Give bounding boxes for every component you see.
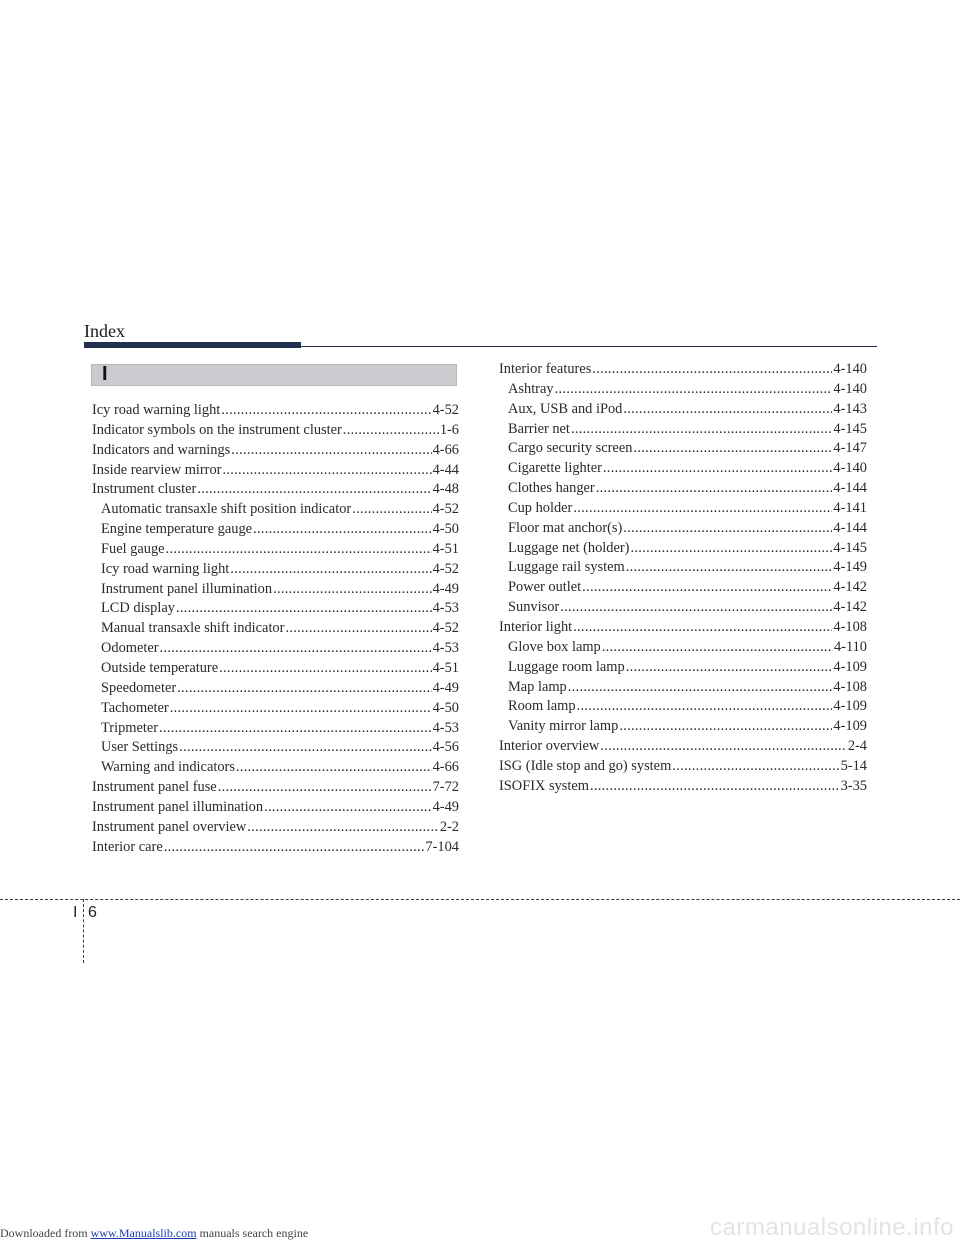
index-entry bbox=[92, 758, 459, 778]
index-entry-name: Cup holder bbox=[508, 499, 573, 516]
index-entry-name: Luggage rail system bbox=[508, 559, 625, 576]
index-entry-name: Interior features bbox=[499, 361, 592, 377]
index-entry bbox=[92, 738, 459, 758]
footer-page-number: 6 bbox=[88, 904, 97, 921]
download-banner bbox=[0, 1226, 308, 1241]
index-entry-page: 5-14 bbox=[840, 757, 867, 774]
index-entry-name: User Settings bbox=[101, 739, 179, 756]
index-entry-name: ISG (Idle stop and go) system bbox=[499, 757, 672, 774]
index-entry bbox=[92, 580, 459, 600]
footer-section-letter: I bbox=[73, 904, 78, 921]
index-entry bbox=[92, 480, 459, 500]
index-entry-page: 4-53 bbox=[432, 640, 459, 657]
index-entry bbox=[499, 459, 867, 479]
index-entry-page: 4-53 bbox=[432, 600, 459, 617]
index-entry-name: Indicator symbols on the instrument cluster bbox=[92, 421, 342, 438]
index-entry-page: 4-52 bbox=[432, 402, 459, 418]
index-entry-name: Sunvisor bbox=[508, 599, 560, 616]
index-entry-page: 4-44 bbox=[432, 461, 459, 478]
download-banner-suffix: manuals search engine bbox=[196, 1226, 309, 1240]
index-entry-leader bbox=[164, 838, 425, 858]
index-entry-page: 1-6 bbox=[439, 421, 459, 438]
index-entry-leader bbox=[630, 539, 832, 559]
section-letter: I bbox=[102, 363, 108, 385]
index-entry-name: Icy road warning light bbox=[101, 560, 230, 577]
footer-dashed-rule bbox=[0, 899, 960, 900]
index-entry-leader bbox=[623, 519, 832, 539]
index-entry bbox=[92, 659, 459, 679]
index-entry-name: Inside rearview mirror bbox=[92, 461, 222, 478]
index-entry-leader bbox=[166, 540, 432, 560]
index-entry-leader bbox=[221, 401, 431, 421]
index-entry-name: Instrument panel illumination bbox=[92, 798, 264, 815]
index-entry-name: Automatic transaxle shift position indicator bbox=[101, 501, 352, 518]
index-entry-page: 4-66 bbox=[432, 759, 459, 776]
index-entry-name: Indicators and warnings bbox=[92, 441, 231, 458]
index-entry-name: Barrier net bbox=[508, 420, 570, 437]
index-entry-name: Power outlet bbox=[508, 579, 582, 596]
index-entry-name: Warning and indicators bbox=[101, 759, 235, 776]
index-entry-leader bbox=[672, 757, 839, 777]
index-entry-page: 4-52 bbox=[432, 501, 459, 518]
download-banner-prefix: Downloaded from bbox=[0, 1226, 91, 1240]
index-entry bbox=[499, 658, 867, 678]
index-entry-page: 4-145 bbox=[833, 539, 867, 556]
index-entry-page: 4-140 bbox=[833, 361, 867, 377]
index-entry bbox=[499, 400, 867, 420]
index-entry bbox=[499, 737, 867, 757]
index-column-right bbox=[499, 360, 867, 797]
manualslib-link[interactable]: www.Manualslib.com bbox=[90, 1226, 197, 1240]
index-entry bbox=[92, 520, 459, 540]
index-entry-page: 4-56 bbox=[432, 739, 459, 756]
index-entry bbox=[499, 420, 867, 440]
index-entry bbox=[92, 560, 459, 580]
index-entry-leader bbox=[577, 697, 833, 717]
index-entry-page: 7-104 bbox=[425, 838, 459, 855]
index-entry-name: Speedometer bbox=[101, 679, 177, 696]
index-entry-leader bbox=[218, 778, 432, 798]
index-entry bbox=[92, 540, 459, 560]
index-entry-leader bbox=[560, 598, 832, 618]
index-entry bbox=[92, 619, 459, 639]
index-entry-name: Vanity mirror lamp bbox=[508, 718, 619, 735]
index-entry-leader bbox=[582, 578, 832, 598]
index-entry-name: Instrument panel fuse bbox=[92, 779, 217, 796]
index-entry-name: Tripmeter bbox=[101, 719, 159, 736]
index-entry-leader bbox=[602, 638, 833, 658]
index-entry-page: 4-145 bbox=[833, 420, 867, 437]
index-entry bbox=[499, 360, 867, 380]
index-entry-page: 4-143 bbox=[833, 400, 867, 417]
index-entry-leader bbox=[592, 360, 832, 380]
index-entry-name: Instrument cluster bbox=[92, 481, 197, 498]
index-entry-name: Glove box lamp bbox=[508, 638, 601, 655]
index-entry-leader bbox=[160, 639, 432, 659]
index-entry-leader bbox=[179, 738, 431, 758]
index-entry-name: Manual transaxle shift indicator bbox=[101, 620, 285, 637]
index-entry-name: ISOFIX system bbox=[499, 777, 589, 794]
index-entry-name: Cargo security screen bbox=[508, 440, 633, 457]
index-entry bbox=[499, 777, 867, 797]
index-entry-leader bbox=[343, 421, 439, 441]
index-entry-page: 4-49 bbox=[432, 679, 459, 696]
index-entry-name: Instrument panel illumination bbox=[101, 580, 273, 597]
index-entry-leader bbox=[626, 658, 833, 678]
index-entry-name: Luggage net (holder) bbox=[508, 539, 630, 556]
index-entry-page: 4-52 bbox=[432, 560, 459, 577]
index-entry bbox=[499, 479, 867, 499]
index-entry-page: 4-50 bbox=[432, 699, 459, 716]
index-entry-leader bbox=[230, 560, 431, 580]
index-entry-page: 4-109 bbox=[833, 658, 867, 675]
index-entry-name: Outside temperature bbox=[101, 659, 219, 676]
index-entry-name: Room lamp bbox=[508, 698, 576, 715]
index-entry-name: Fuel gauge bbox=[101, 540, 165, 557]
index-entry-leader bbox=[159, 719, 432, 739]
index-entry-page: 4-109 bbox=[833, 698, 867, 715]
index-entry bbox=[92, 639, 459, 659]
index-entry-page: 4-51 bbox=[432, 659, 459, 676]
index-entry-name: Clothes hanger bbox=[508, 480, 595, 497]
index-entry-leader bbox=[596, 479, 833, 499]
index-entry-leader bbox=[590, 777, 840, 797]
index-entry-page: 4-110 bbox=[833, 638, 867, 655]
index-entry-name: Interior light bbox=[499, 618, 573, 635]
index-entry-name: Ashtray bbox=[508, 380, 554, 397]
index-entry-page: 2-4 bbox=[847, 738, 867, 755]
index-entry-leader bbox=[222, 461, 431, 481]
index-entry-name: Interior care bbox=[92, 838, 163, 855]
index-entry bbox=[92, 679, 459, 699]
index-entry bbox=[92, 500, 459, 520]
index-entry-leader bbox=[231, 441, 431, 461]
index-entry bbox=[499, 499, 867, 519]
index-entry-page: 4-52 bbox=[432, 620, 459, 637]
index-entry bbox=[92, 441, 459, 461]
index-entry-leader bbox=[555, 380, 833, 400]
index-entry-page: 4-142 bbox=[833, 579, 867, 596]
index-entry-name: LCD display bbox=[101, 600, 175, 617]
index-entry-page: 3-35 bbox=[840, 777, 867, 794]
index-entry-page: 4-108 bbox=[833, 678, 867, 695]
index-entry bbox=[499, 678, 867, 698]
index-entry-leader bbox=[573, 618, 832, 638]
index-entry-name: Odometer bbox=[101, 640, 159, 657]
index-entry-leader bbox=[626, 558, 833, 578]
index-entry-page: 4-140 bbox=[833, 460, 867, 477]
index-entry-page: 4-147 bbox=[833, 440, 867, 457]
index-entry-leader bbox=[603, 459, 833, 479]
index-entry bbox=[92, 818, 459, 838]
index-entry-page: 4-51 bbox=[432, 540, 459, 557]
index-entry-leader bbox=[573, 499, 832, 519]
watermark: carmanualsonline.info bbox=[710, 1214, 954, 1241]
index-entry-leader bbox=[352, 500, 431, 520]
index-entry-page: 4-140 bbox=[833, 380, 867, 397]
footer-vertical-dashed-rule bbox=[83, 899, 84, 963]
index-entry-page: 4-141 bbox=[833, 499, 867, 516]
index-entry-name: Interior overview bbox=[499, 738, 600, 755]
index-entry-page: 4-142 bbox=[833, 599, 867, 616]
index-entry-leader bbox=[285, 619, 431, 639]
index-entry-page: 4-66 bbox=[432, 441, 459, 458]
index-entry bbox=[92, 699, 459, 719]
index-entry-page: 4-49 bbox=[432, 580, 459, 597]
index-entry-page: 4-49 bbox=[432, 798, 459, 815]
index-entry-name: Icy road warning light bbox=[92, 402, 221, 418]
index-entry bbox=[499, 578, 867, 598]
index-entry-name: Aux, USB and iPod bbox=[508, 400, 623, 417]
index-entry bbox=[92, 421, 459, 441]
index-entry bbox=[499, 519, 867, 539]
index-entry-leader bbox=[177, 679, 431, 699]
index-entry bbox=[499, 558, 867, 578]
index-entry bbox=[92, 798, 459, 818]
index-entry-name: Cigarette lighter bbox=[508, 460, 602, 477]
index-entry bbox=[92, 838, 459, 858]
index-entry-page: 4-144 bbox=[833, 519, 867, 536]
index-entry-name: Tachometer bbox=[101, 699, 169, 716]
index-entry bbox=[499, 598, 867, 618]
page-title: Index bbox=[84, 321, 125, 341]
index-entry-page: 2-2 bbox=[439, 818, 459, 835]
index-entry-page: 4-144 bbox=[833, 480, 867, 497]
index-entry bbox=[499, 618, 867, 638]
index-entry bbox=[92, 599, 459, 619]
index-entry bbox=[92, 778, 459, 798]
index-entry-leader bbox=[170, 699, 432, 719]
index-entry-leader bbox=[253, 520, 432, 540]
index-entry-leader bbox=[273, 580, 432, 600]
index-entry bbox=[499, 539, 867, 559]
index-entry-name: Instrument panel overview bbox=[92, 818, 247, 835]
index-entry-leader bbox=[623, 400, 832, 420]
index-entry bbox=[92, 401, 459, 421]
index-entry bbox=[499, 638, 867, 658]
index-entry-name: Floor mat anchor(s) bbox=[508, 519, 623, 536]
index-entry-page: 4-50 bbox=[432, 521, 459, 538]
index-entry-page: 4-53 bbox=[432, 719, 459, 736]
index-entry-leader bbox=[176, 599, 432, 619]
index-entry-leader bbox=[264, 798, 432, 818]
index-entry bbox=[499, 717, 867, 737]
index-entry-leader bbox=[633, 439, 832, 459]
index-entry bbox=[499, 439, 867, 459]
index-entry-leader bbox=[247, 818, 439, 838]
index-entry bbox=[92, 719, 459, 739]
index-entry bbox=[499, 380, 867, 400]
index-entry bbox=[499, 757, 867, 777]
index-entry bbox=[92, 461, 459, 481]
title-rule-thick bbox=[84, 342, 301, 348]
index-entry-page: 4-48 bbox=[432, 481, 459, 498]
index-entry-page: 4-149 bbox=[833, 559, 867, 576]
section-letter-box bbox=[91, 364, 457, 386]
index-entry-leader bbox=[571, 420, 832, 440]
index-entry-page: 7-72 bbox=[432, 779, 459, 796]
index-entry-name: Luggage room lamp bbox=[508, 658, 625, 675]
index-entry-page: 4-108 bbox=[833, 618, 867, 635]
index-entry-name: Map lamp bbox=[508, 678, 567, 695]
title-rule-thin bbox=[84, 346, 877, 347]
index-entry-leader bbox=[236, 758, 432, 778]
index-entry-leader bbox=[600, 737, 847, 757]
index-entry-leader bbox=[197, 480, 431, 500]
index-entry-name: Engine temperature gauge bbox=[101, 521, 253, 538]
index-entry bbox=[499, 697, 867, 717]
index-entry-leader bbox=[568, 678, 833, 698]
index-entry-page: 4-109 bbox=[833, 718, 867, 735]
index-entry-leader bbox=[619, 717, 832, 737]
index-column-left bbox=[92, 401, 459, 857]
index-entry-leader bbox=[219, 659, 432, 679]
